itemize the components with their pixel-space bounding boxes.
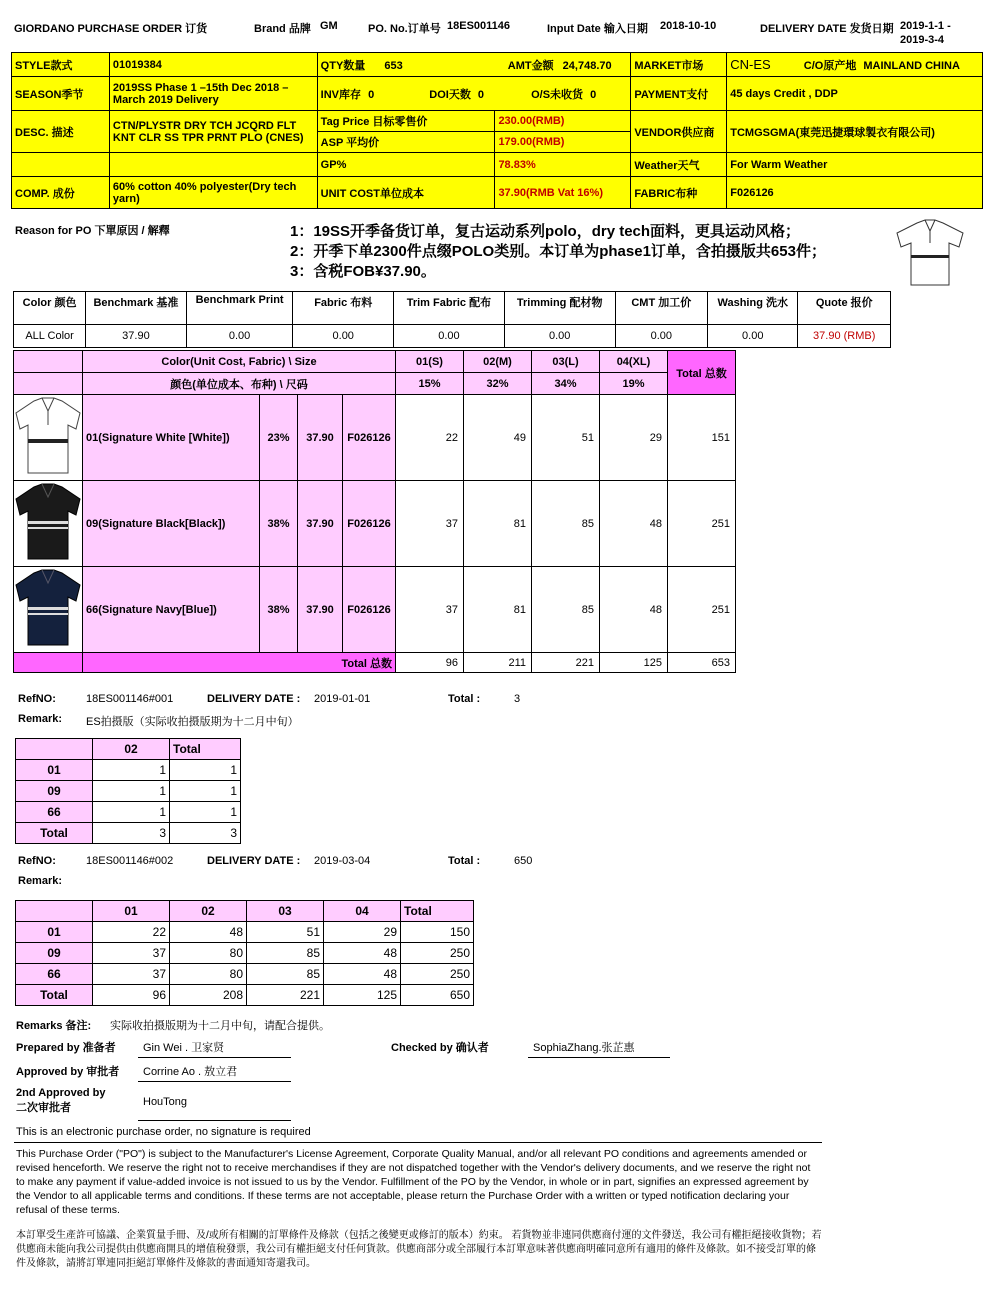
table-row	[14, 481, 736, 567]
ref1-date: 2019-01-01	[314, 693, 371, 705]
grand-total: 653	[668, 653, 736, 673]
po-header	[14, 20, 974, 48]
tag-price-label: Tag Price 目标零售价	[317, 111, 495, 132]
checked-label: Checked by 确认者	[391, 1042, 489, 1054]
brand-label: Brand 品牌	[254, 23, 311, 35]
total-s: 96	[396, 653, 464, 673]
electronic-notice: This is an electronic purchase order, no signature is required	[16, 1126, 311, 1138]
unit-cost-value: 37.90(RMB Vat 16%)	[495, 177, 631, 209]
qty-cell: 81	[464, 481, 532, 567]
qty-cell: 22	[396, 395, 464, 481]
ref2-cell: 125	[324, 985, 401, 1006]
ref2-row-label: 66	[16, 964, 93, 985]
document-title: GIORDANO PURCHASE ORDER 订货	[14, 23, 208, 35]
white-shirt-image	[14, 395, 83, 481]
remarks-label: Remarks 备注:	[16, 1020, 92, 1032]
ref2-label: RefNO:	[18, 855, 56, 867]
season-label: SEASON季节	[12, 77, 110, 111]
market-value: CN-ES	[730, 56, 771, 72]
ref2-cell: 37	[93, 943, 170, 964]
weather-value: For Warm Weather	[727, 153, 983, 177]
ref1-cell: 1	[93, 760, 170, 781]
ref2-corner	[16, 901, 93, 922]
cost-fabric: 0.00	[293, 325, 394, 348]
prepared-label: Prepared by 准备者	[16, 1042, 116, 1054]
qty-cell: 37	[396, 567, 464, 653]
ref2-row-label: 09	[16, 943, 93, 964]
sketch-header-cell	[14, 351, 83, 373]
vendor-label: VENDOR供应商	[631, 111, 727, 153]
color-cost: 37.90	[298, 567, 343, 653]
ref2-cell: 221	[247, 985, 324, 1006]
ref1-cell: 1	[93, 802, 170, 823]
checked-name: SophiaZhang.张芷惠	[533, 1042, 635, 1054]
fabric-label: FABRIC布种	[631, 177, 727, 209]
qty-cell: 29	[600, 395, 668, 481]
season-value: 2019SS Phase 1 –15th Dec 2018 – March 2019 Delivery	[109, 77, 317, 111]
row-total: 251	[668, 481, 736, 567]
table-row	[16, 781, 241, 802]
approved-name: Corrine Ao . 敖立君	[143, 1066, 238, 1078]
ref2-cell: 48	[324, 964, 401, 985]
ref2-cell: 37	[93, 964, 170, 985]
doi-value: 0	[477, 88, 485, 101]
cost-value-row	[14, 325, 891, 348]
size-header-xl: 04(XL)	[600, 351, 668, 373]
cost-trimming: 0.00	[504, 325, 615, 348]
cost-benchmark: 37.90	[86, 325, 187, 348]
asp-label: ASP 平均价	[317, 132, 495, 153]
ref2-cell: 48	[324, 943, 401, 964]
style-value: 01019384	[109, 53, 317, 77]
reason-line-2: 2：开季下单2300件点缀POLO类别。本订单为phase1订单，含拍摄版共653件；	[290, 243, 826, 260]
ref1-cell: 3	[170, 823, 241, 844]
ref2-row-label: 01	[16, 922, 93, 943]
size-ratio-l: 34%	[532, 373, 600, 395]
unit-cost-label: UNIT COST单位成本	[317, 177, 495, 209]
ref2-col: 01	[93, 901, 170, 922]
ref2-cell: 96	[93, 985, 170, 1006]
qty-cell: 48	[600, 481, 668, 567]
market-label: MARKET市场	[631, 53, 727, 77]
ref1-cell: 1	[170, 781, 241, 802]
ref1-remark-label: Remark:	[18, 713, 63, 725]
input-date: 2018-10-10	[660, 20, 717, 32]
ref1-cell: 1	[170, 760, 241, 781]
ref2-col: 02	[170, 901, 247, 922]
style-label: STYLE款式	[12, 53, 110, 77]
prepared-signature-line	[138, 1057, 291, 1058]
ref2-cell: 150	[401, 922, 474, 943]
cost-trim-fabric: 0.00	[394, 325, 505, 348]
approved-signature-line	[138, 1081, 291, 1082]
market-co-cell	[727, 53, 983, 77]
prepared-name: Gin Wei . 卫家贤	[143, 1042, 225, 1054]
approved2-label-en: 2nd Approved by	[16, 1087, 106, 1099]
product-sketch-thumbnail	[893, 217, 967, 289]
cost-header-benchmark-print: Benchmark Print	[186, 292, 293, 325]
vendor-value: TCMGSGMA(東莞迅捷環球製衣有限公司)	[727, 111, 983, 153]
total-l: 221	[532, 653, 600, 673]
total-m: 211	[464, 653, 532, 673]
cost-header-row	[14, 292, 891, 325]
ref2-cell: 29	[324, 922, 401, 943]
cost-header-benchmark: Benchmark 基准	[86, 292, 187, 325]
delivery-range-start: 2019-1-1 -	[900, 20, 951, 32]
amt-value: 24,748.70	[562, 59, 612, 72]
table-row	[16, 760, 241, 781]
qty-cell: 37	[396, 481, 464, 567]
color-size-header: Color(Unit Cost, Fabric) \ Size	[83, 351, 396, 373]
row-total: 151	[668, 395, 736, 481]
cost-washing: 0.00	[708, 325, 798, 348]
color-pct: 38%	[260, 481, 298, 567]
approved2-signature-line	[138, 1120, 291, 1121]
sketch-header-cell	[14, 373, 83, 395]
qty-cell: 51	[532, 395, 600, 481]
comp-label: COMP. 成份	[12, 177, 110, 209]
ref1-corner	[16, 739, 93, 760]
table-row	[14, 395, 736, 481]
po-info-table	[11, 52, 983, 209]
color-name: 66(Signature Navy[Blue])	[83, 567, 260, 653]
doi-label: DOI天数	[429, 88, 471, 101]
table-row	[16, 802, 241, 823]
table-row	[16, 985, 474, 1006]
table-row	[16, 922, 474, 943]
reason-label: Reason for PO 下單原因 / 解釋	[15, 225, 170, 237]
color-fabric: F026126	[343, 481, 396, 567]
ref2-cell: 51	[247, 922, 324, 943]
cost-cmt: 0.00	[615, 325, 707, 348]
empty-cell	[12, 153, 110, 177]
po-number: 18ES001146	[447, 20, 511, 32]
color-name: 01(Signature White [White])	[83, 395, 260, 481]
ref1-col: 02	[93, 739, 170, 760]
ref1-row-label: 01	[16, 760, 93, 781]
cost-header-cmt: CMT 加工价	[615, 292, 707, 325]
ref2-col: 04	[324, 901, 401, 922]
payment-value: 45 days Credit , DDP	[727, 77, 983, 111]
checked-signature-line	[528, 1057, 670, 1058]
ref1-cell: 3	[93, 823, 170, 844]
qty-amt-cell	[317, 53, 631, 77]
cost-header-color: Color 颜色	[14, 292, 86, 325]
table-row	[16, 823, 241, 844]
ref2-date: 2019-03-04	[314, 855, 371, 867]
size-ratio-xl: 19%	[600, 373, 668, 395]
cost-header-fabric: Fabric 布料	[293, 292, 394, 325]
input-date-label: Input Date 输入日期	[547, 23, 648, 35]
qty-cell: 85	[532, 567, 600, 653]
ref1-row-label: 09	[16, 781, 93, 802]
size-breakdown-table	[13, 350, 736, 673]
ref2-table	[15, 900, 474, 1006]
approved2-label-cn: 二次审批者	[16, 1102, 71, 1114]
size-header-s: 01(S)	[396, 351, 464, 373]
size-header-m: 02(M)	[464, 351, 532, 373]
os-value: 0	[590, 88, 597, 101]
comp-value: 60% cotton 40% polyester(Dry tech yarn)	[109, 177, 317, 209]
terms-english: This Purchase Order ("PO") is subject to the Manufacturer's License Agreement, Corporate Quality Manual, and/or all relevant PO conditions and agreements amended or revised henceforth. We reserve the right not to receive merchandises if they are not dispatched together with the Vendor's delivery documents, and we reserve the right not to make any payment if value-added invoice is not issued to us by the Vendor. Fulfillment of the PO by the Vendor, in whole or in part, signifies an expressed agreement by the Vendor to all applicable terms and conditions. If these terms are not acceptable, please return the Purchase Order with a written or typed notification declaring your refusal of these terms.	[16, 1148, 811, 1216]
color-fabric: F026126	[343, 567, 396, 653]
ref1-total-label: Total :	[448, 693, 481, 705]
cost-breakdown-table	[13, 291, 891, 348]
color-cost: 37.90	[298, 395, 343, 481]
inv-label: INV库存	[320, 88, 362, 101]
brand-value: GM	[320, 20, 338, 32]
ref2-cell: 650	[401, 985, 474, 1006]
os-label: O/S未收货	[531, 88, 584, 101]
co-label: C/O原产地	[803, 59, 857, 72]
desc-label: DESC. 描述	[12, 111, 110, 153]
row-total: 251	[668, 567, 736, 653]
ref2-cell: 48	[170, 922, 247, 943]
ref2-cell: 80	[170, 964, 247, 985]
ref2-col: Total	[401, 901, 474, 922]
ref2-cell: 80	[170, 943, 247, 964]
ref2-row-label: Total	[16, 985, 93, 1006]
color-size-header-cn: 颜色(单位成本、布种) \ 尺码	[83, 373, 396, 395]
cost-header-quote: Quote 报价	[798, 292, 891, 325]
ref1-row-label: Total	[16, 823, 93, 844]
cost-header-washing: Washing 洗水	[708, 292, 798, 325]
weather-label: Weather天气	[631, 153, 727, 177]
ref2-col: 03	[247, 901, 324, 922]
cost-header-trim-fabric: Trim Fabric 配布	[394, 292, 505, 325]
qty-label: QTY数量	[320, 59, 366, 72]
terms-chinese: 本訂單受生產許可協議、企業質量手冊、及/或所有相關的訂單條件及條款（包括之後變更或修訂的版本）約束。 若貨物並非連同供應商付運的文件發送，我公司有權拒絕接收貨物；若供應商未能向我公司提供由供應商開具的增值稅發票，我公司有權拒絕支付任何貨款。供應商部分或全部履行本訂單意味著供應商明確同意所有適用的條件及條款。如不接受訂單的條件及條款，請將訂單連同拒絕訂單條件及條款的書面通知寄還我司。	[16, 1230, 822, 1269]
ref2-total: 650	[514, 855, 533, 867]
size-ratio-m: 32%	[464, 373, 532, 395]
approved-label: Approved by 审批者	[16, 1066, 120, 1078]
amt-label: AMT金额	[507, 59, 554, 72]
qty-cell: 49	[464, 395, 532, 481]
total-header: Total 总数	[668, 351, 736, 395]
ref2-cell: 85	[247, 964, 324, 985]
totals-blank	[14, 653, 83, 673]
ref2-total-label: Total :	[448, 855, 481, 867]
qty-value: 653	[384, 59, 403, 72]
cost-benchmark-print: 0.00	[186, 325, 293, 348]
remarks-text: 实际收拍摄版期为十二月中旬，请配合提供。	[110, 1020, 330, 1032]
ref1-col: Total	[170, 739, 241, 760]
reason-line-3: 3：含税FOB¥37.90。	[290, 263, 436, 280]
asp-value: 179.00(RMB)	[495, 132, 631, 153]
po-label: PO. No.订单号	[368, 23, 441, 35]
ref1-table	[15, 738, 241, 844]
table-row	[16, 964, 474, 985]
table-row	[16, 943, 474, 964]
reason-line-1: 1：19SS开季备货订单，复古运动系列polo，dry tech面料，更具运动风格；	[290, 223, 801, 240]
total-xl: 125	[600, 653, 668, 673]
size-ratio-s: 15%	[396, 373, 464, 395]
black-shirt-image	[14, 481, 83, 567]
ref1-remark: ES拍摄版（实际收拍摄版期为十二月中旬）	[86, 716, 299, 728]
inv-value: 0	[368, 88, 375, 101]
payment-label: PAYMENT支付	[631, 77, 727, 111]
qty-cell: 48	[600, 567, 668, 653]
co-value: MAINLAND CHINA	[863, 59, 960, 72]
ref2-cell: 22	[93, 922, 170, 943]
navy-shirt-image	[14, 567, 83, 653]
color-pct: 38%	[260, 567, 298, 653]
gp-label: GP%	[317, 153, 495, 177]
empty-cell	[109, 153, 317, 177]
desc-value: CTN/PLYSTR DRY TCH JCQRD FLT KNT CLR SS TPR PRNT PLO (CNES)	[109, 111, 317, 153]
ref1-cell: 1	[170, 802, 241, 823]
qty-cell: 81	[464, 567, 532, 653]
fabric-value: F026126	[727, 177, 983, 209]
qty-cell: 85	[532, 481, 600, 567]
color-fabric: F026126	[343, 395, 396, 481]
cost-color: ALL Color	[14, 325, 86, 348]
cost-header-trimming: Trimming 配材物	[504, 292, 615, 325]
color-cost: 37.90	[298, 481, 343, 567]
delivery-range-end: 2019-3-4	[900, 34, 945, 46]
ref2-date-label: DELIVERY DATE :	[207, 855, 301, 867]
inv-cell	[317, 77, 631, 111]
totals-label: Total 总数	[83, 653, 396, 673]
approved2-name: HouTong	[143, 1096, 188, 1108]
ref1-date-label: DELIVERY DATE :	[207, 693, 301, 705]
ref2-cell: 250	[401, 964, 474, 985]
ref2-cell: 250	[401, 943, 474, 964]
color-pct: 23%	[260, 395, 298, 481]
ref1-total: 3	[514, 693, 521, 705]
table-row	[14, 567, 736, 653]
totals-row	[14, 653, 736, 673]
ref2-cell: 85	[247, 943, 324, 964]
color-name: 09(Signature Black[Black])	[83, 481, 260, 567]
tag-price-value: 230.00(RMB)	[495, 111, 631, 132]
size-header-l: 03(L)	[532, 351, 600, 373]
ref2-cell: 208	[170, 985, 247, 1006]
ref1-row-label: 66	[16, 802, 93, 823]
delivery-date-label: DELIVERY DATE 发货日期	[760, 23, 894, 35]
ref2-number: 18ES001146#002	[86, 855, 174, 867]
cost-quote: 37.90 (RMB)	[798, 325, 891, 348]
footer-divider	[14, 1142, 822, 1143]
ref1-number: 18ES001146#001	[86, 693, 174, 705]
ref1-label: RefNO:	[18, 693, 56, 705]
gp-value: 78.83%	[495, 153, 631, 177]
ref2-remark-label: Remark:	[18, 875, 63, 887]
ref1-cell: 1	[93, 781, 170, 802]
